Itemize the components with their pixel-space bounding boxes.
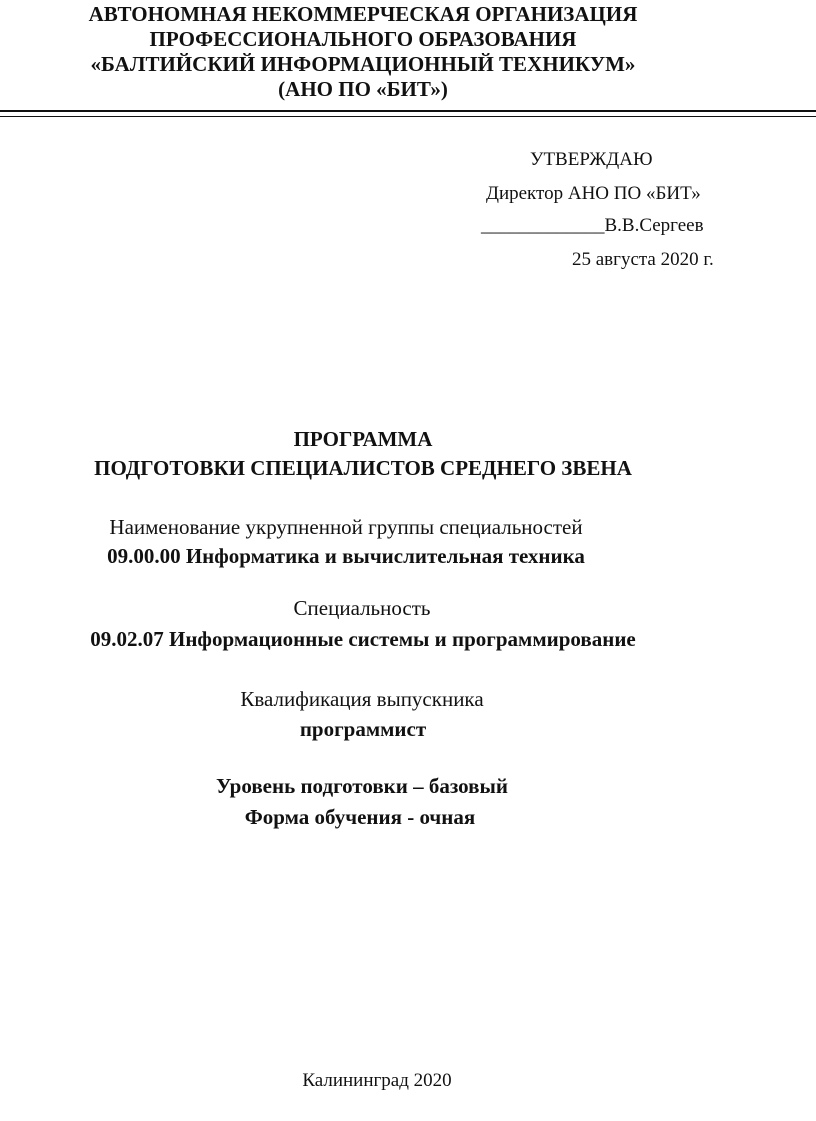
specialty-value: 09.02.07 Информационные системы и программирование [90,627,636,651]
org-abbreviation: (АНО ПО «БИТ») [278,77,448,101]
org-name-line-1: АВТОНОМНАЯ НЕКОММЕРЧЕСКАЯ ОРГАНИЗАЦИЯ [88,2,638,26]
group-value: 09.00.00 Информатика и вычислительная техника [107,544,585,568]
qualification-value: программист [299,717,427,741]
city-year: Калининград 2020 [302,1070,452,1091]
approval-position: Директор АНО ПО «БИТ» [486,183,701,204]
approval-title: УТВЕРЖДАЮ [530,149,653,170]
approval-date: 25 августа 2020 г. [572,249,714,270]
specialty-label: Специальность [293,596,431,620]
program-subtitle: ПОДГОТОВКИ СПЕЦИАЛИСТОВ СРЕДНЕГО ЗВЕНА [94,456,632,480]
training-level: Уровень подготовки – базовый [215,774,509,798]
qualification-label: Квалификация выпускника [240,687,484,711]
org-name-line-2: ПРОФЕССИОНАЛЬНОГО ОБРАЗОВАНИЯ [149,27,577,51]
org-name-line-3: «БАЛТИЙСКИЙ ИНФОРМАЦИОННЫЙ ТЕХНИКУМ» [90,52,636,76]
study-form: Форма обучения - очная [244,805,476,829]
header-divider-thick [0,110,816,112]
approval-signature: _____________В.В.Сергеев [481,215,704,236]
group-label: Наименование укрупненной группы специальностей [109,515,583,539]
header-divider-thin [0,116,816,117]
program-title: ПРОГРАММА [293,427,433,451]
